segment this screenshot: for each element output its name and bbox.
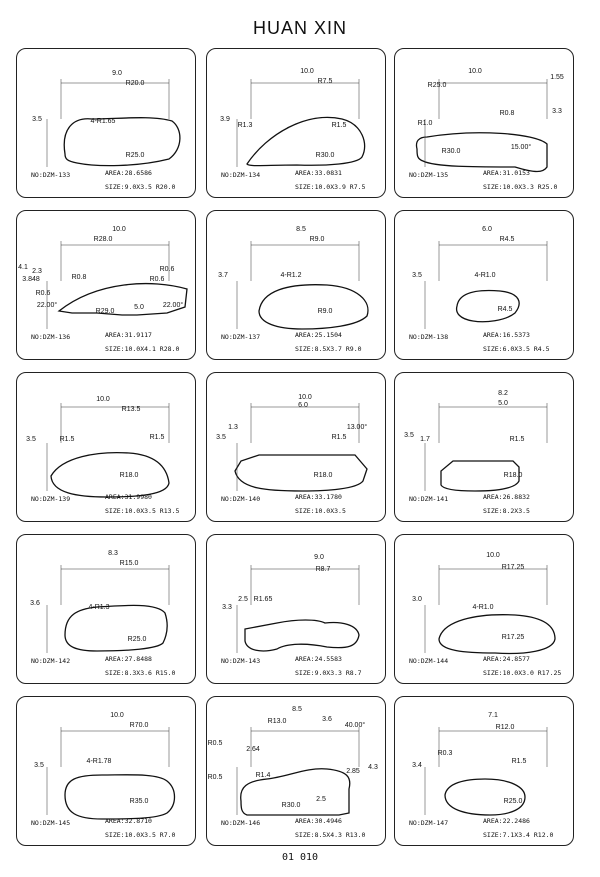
part-card: [394, 534, 574, 684]
part-area: AREA:33.0831: [295, 169, 342, 177]
dimension-label: R70.0: [129, 722, 149, 729]
dimension-label: 3.7: [218, 272, 228, 279]
dimension-label: R12.0: [495, 724, 515, 731]
dimension-label: R15.0: [119, 560, 139, 567]
dimension-label: R17.25: [501, 634, 525, 641]
dimension-label: R1.5: [511, 758, 527, 765]
dimension-label: 7.1: [488, 712, 498, 719]
part-code: NO:DZM-142: [31, 657, 71, 665]
part-outline: [235, 455, 367, 491]
part-code: NO:DZM-135: [409, 171, 449, 179]
dimension-label: R25.0: [127, 636, 147, 643]
part-outline: [65, 775, 175, 819]
dimension-label: R1.5: [509, 436, 525, 443]
part-size: SIZE:8.5X3.7 R9.0: [295, 345, 362, 353]
dimension-label: 10.0: [110, 712, 124, 719]
dimension-label: 3.5: [34, 762, 44, 769]
part-code: NO:DZM-137: [221, 333, 261, 341]
part-outline: [65, 605, 167, 651]
dimension-label: 10.0: [486, 552, 500, 559]
part-area: AREA:24.8577: [483, 655, 530, 663]
part-code: NO:DZM-145: [31, 819, 71, 827]
part-card: [206, 48, 386, 198]
part-outline: [245, 620, 359, 651]
part-area: AREA:28.6586: [105, 169, 152, 177]
dimension-label: R18.0: [119, 472, 139, 479]
part-code: NO:DZM-136: [31, 333, 71, 341]
dimension-label: 1.3: [228, 424, 238, 431]
dimension-label: R9.0: [309, 236, 325, 243]
part-code: NO:DZM-141: [409, 495, 449, 503]
dimension-label: R7.5: [317, 78, 333, 85]
dimension-label: R0.6: [159, 266, 175, 273]
part-size: SIZE:10.0X3.3 R25.0: [483, 183, 558, 191]
dimension-label: R20.0: [125, 80, 145, 87]
dimension-label: 1.7: [420, 436, 430, 443]
part-area: AREA:31.9980: [105, 493, 152, 501]
dimension-label: 22.00°: [36, 302, 58, 309]
dimension-label: R25.0: [503, 798, 523, 805]
dimension-label: R25.0: [427, 82, 447, 89]
dimension-label: 8.5: [292, 706, 302, 713]
dimension-label: 3.5: [32, 116, 42, 123]
part-size: SIZE:6.0X3.5 R4.5: [483, 345, 550, 353]
part-card: [206, 696, 386, 846]
dimension-label: R0.6: [35, 290, 51, 297]
part-card: [206, 534, 386, 684]
dimension-label: 4.1: [18, 264, 28, 271]
dimension-label: 3.5: [412, 272, 422, 279]
part-outline: [259, 285, 368, 329]
part-card: [16, 534, 196, 684]
part-area: AREA:30.4946: [295, 817, 342, 825]
dimension-label: 3.5: [26, 436, 36, 443]
part-code: NO:DZM-139: [31, 495, 71, 503]
dimension-label: R17.25: [501, 564, 525, 571]
dimension-label: R0.5: [207, 774, 223, 781]
part-card: [394, 48, 574, 198]
part-outline: [247, 117, 365, 165]
dimension-label: R30.0: [281, 802, 301, 809]
part-area: AREA:22.2486: [483, 817, 530, 825]
dimension-label: R13.0: [267, 718, 287, 725]
part-code: NO:DZM-133: [31, 171, 71, 179]
dimension-label: 2.5: [316, 796, 326, 803]
part-outline: [51, 453, 169, 497]
dimension-label: R4.5: [499, 236, 515, 243]
part-outline: [439, 615, 555, 654]
dimension-label: 4-R1.0: [474, 272, 496, 279]
part-code: NO:DZM-143: [221, 657, 261, 665]
dimension-label: 6.0: [298, 402, 308, 409]
part-area: AREA:25.1504: [295, 331, 342, 339]
part-size: SIZE:8.5X4.3 R13.0: [295, 831, 366, 839]
dimension-label: 10.0: [300, 68, 314, 75]
dimension-label: 40.00°: [344, 722, 366, 729]
dimension-label: R30.0: [441, 148, 461, 155]
part-card: [206, 372, 386, 522]
dimension-label: 10.0: [468, 68, 482, 75]
dimension-label: R0.3: [437, 750, 453, 757]
part-card: [16, 696, 196, 846]
part-outline: [416, 133, 547, 172]
part-area: AREA:26.8832: [483, 493, 530, 501]
dimension-label: R29.0: [95, 308, 115, 315]
dimension-label: 1.55: [550, 74, 564, 81]
dimension-label: 9.0: [314, 554, 324, 561]
part-card: [16, 48, 196, 198]
dimension-label: 8.3: [108, 550, 118, 557]
part-area: AREA:33.1780: [295, 493, 342, 501]
dimension-label: 9.0: [112, 70, 122, 77]
dimension-label: R13.5: [121, 406, 141, 413]
dimension-label: 10.0: [96, 396, 110, 403]
dimension-label: 3.3: [222, 604, 232, 611]
dimension-label: 22.00°: [162, 302, 184, 309]
part-size: SIZE:9.0X3.3 R8.7: [295, 669, 362, 677]
part-outline: [64, 118, 180, 166]
dimension-label: 5.0: [498, 400, 508, 407]
part-code: NO:DZM-146: [221, 819, 261, 827]
dimension-label: 3.6: [30, 600, 40, 607]
dimension-label: 10.0: [298, 394, 312, 401]
dimension-label: 3.848: [22, 276, 40, 283]
dimension-label: R4.5: [497, 306, 513, 313]
dimension-label: R28.0: [93, 236, 113, 243]
part-size: SIZE:10.0X3.5: [295, 507, 346, 515]
dimension-label: 3.5: [404, 432, 414, 439]
dimension-label: R30.0: [315, 152, 335, 159]
dimension-label: 2.3: [32, 268, 42, 275]
dimension-label: R0.6: [149, 276, 165, 283]
part-size: SIZE:7.1X3.4 R12.0: [483, 831, 554, 839]
dimension-label: 5.0: [134, 304, 144, 311]
part-area: AREA:27.8488: [105, 655, 152, 663]
dimension-label: 2.85: [346, 768, 360, 775]
part-area: AREA:16.5373: [483, 331, 530, 339]
dimension-label: 2.5: [238, 596, 248, 603]
dimension-label: R18.0: [503, 472, 523, 479]
dimension-label: 4-R1.0: [472, 604, 494, 611]
dimension-label: R8.7: [315, 566, 331, 573]
dimension-label: R1.5: [331, 434, 347, 441]
part-code: NO:DZM-140: [221, 495, 261, 503]
dimension-label: 8.5: [296, 226, 306, 233]
dimension-label: 13.00°: [346, 424, 368, 431]
dimension-label: R1.4: [255, 772, 271, 779]
dimension-label: 3.5: [216, 434, 226, 441]
part-card: [16, 210, 196, 360]
dimension-label: 3.3: [552, 108, 562, 115]
dimension-label: R25.0: [125, 152, 145, 159]
dimension-label: R35.0: [129, 798, 149, 805]
dimension-label: 4-R1.3: [88, 604, 110, 611]
part-card: [394, 372, 574, 522]
part-card: [206, 210, 386, 360]
part-outline: [59, 284, 187, 315]
part-size: SIZE:8.3X3.6 R15.0: [105, 669, 176, 677]
dimension-label: 4-R1.2: [280, 272, 302, 279]
part-card: [394, 210, 574, 360]
dimension-label: R18.0: [313, 472, 333, 479]
dimension-label: R0.5: [207, 740, 223, 747]
part-size: SIZE:8.2X3.5: [483, 507, 530, 515]
part-code: NO:DZM-147: [409, 819, 449, 827]
dimension-label: R1.5: [59, 436, 75, 443]
dimension-label: R1.3: [237, 122, 253, 129]
part-area: AREA:24.5583: [295, 655, 342, 663]
part-size: SIZE:10.0X3.9 R7.5: [295, 183, 366, 191]
dimension-label: R1.65: [253, 596, 273, 603]
part-outline: [445, 779, 525, 815]
dimension-label: 4-R1.78: [86, 758, 112, 765]
part-code: NO:DZM-144: [409, 657, 449, 665]
part-size: SIZE:10.0X3.0 R17.25: [483, 669, 562, 677]
dimension-label: R0.8: [71, 274, 87, 281]
dimension-label: 4-R1.65: [90, 118, 116, 125]
dimension-label: 6.0: [482, 226, 492, 233]
dimension-label: 2.64: [246, 746, 260, 753]
dimension-label: R1.5: [331, 122, 347, 129]
dimension-label: R0.8: [499, 110, 515, 117]
part-size: SIZE:10.0X3.5 R7.0: [105, 831, 176, 839]
dimension-label: 3.0: [412, 596, 422, 603]
part-code: NO:DZM-138: [409, 333, 449, 341]
part-card: [16, 372, 196, 522]
part-area: AREA:31.0153: [483, 169, 530, 177]
dimension-label: 3.6: [322, 716, 332, 723]
dimension-label: 3.4: [412, 762, 422, 769]
part-size: SIZE:10.0X3.5 R13.5: [105, 507, 180, 515]
part-size: SIZE:10.0X4.1 R28.0: [105, 345, 180, 353]
dimension-label: 3.9: [220, 116, 230, 123]
part-code: NO:DZM-134: [221, 171, 261, 179]
part-card: [394, 696, 574, 846]
dimension-label: 10.0: [112, 226, 126, 233]
part-area: AREA:31.9117: [105, 331, 152, 339]
dimension-label: 15.00°: [510, 144, 532, 151]
dimension-label: R1.0: [417, 120, 433, 127]
dimension-label: R9.0: [317, 308, 333, 315]
part-area: AREA:32.8710: [105, 817, 152, 825]
page-number: 01 010: [281, 852, 319, 863]
part-size: SIZE:9.0X3.5 R20.0: [105, 183, 176, 191]
dimension-label: 4.3: [368, 764, 378, 771]
dimension-label: 8.2: [498, 390, 508, 397]
dimension-label: R1.5: [149, 434, 165, 441]
page-title: HUAN XIN: [252, 18, 347, 38]
